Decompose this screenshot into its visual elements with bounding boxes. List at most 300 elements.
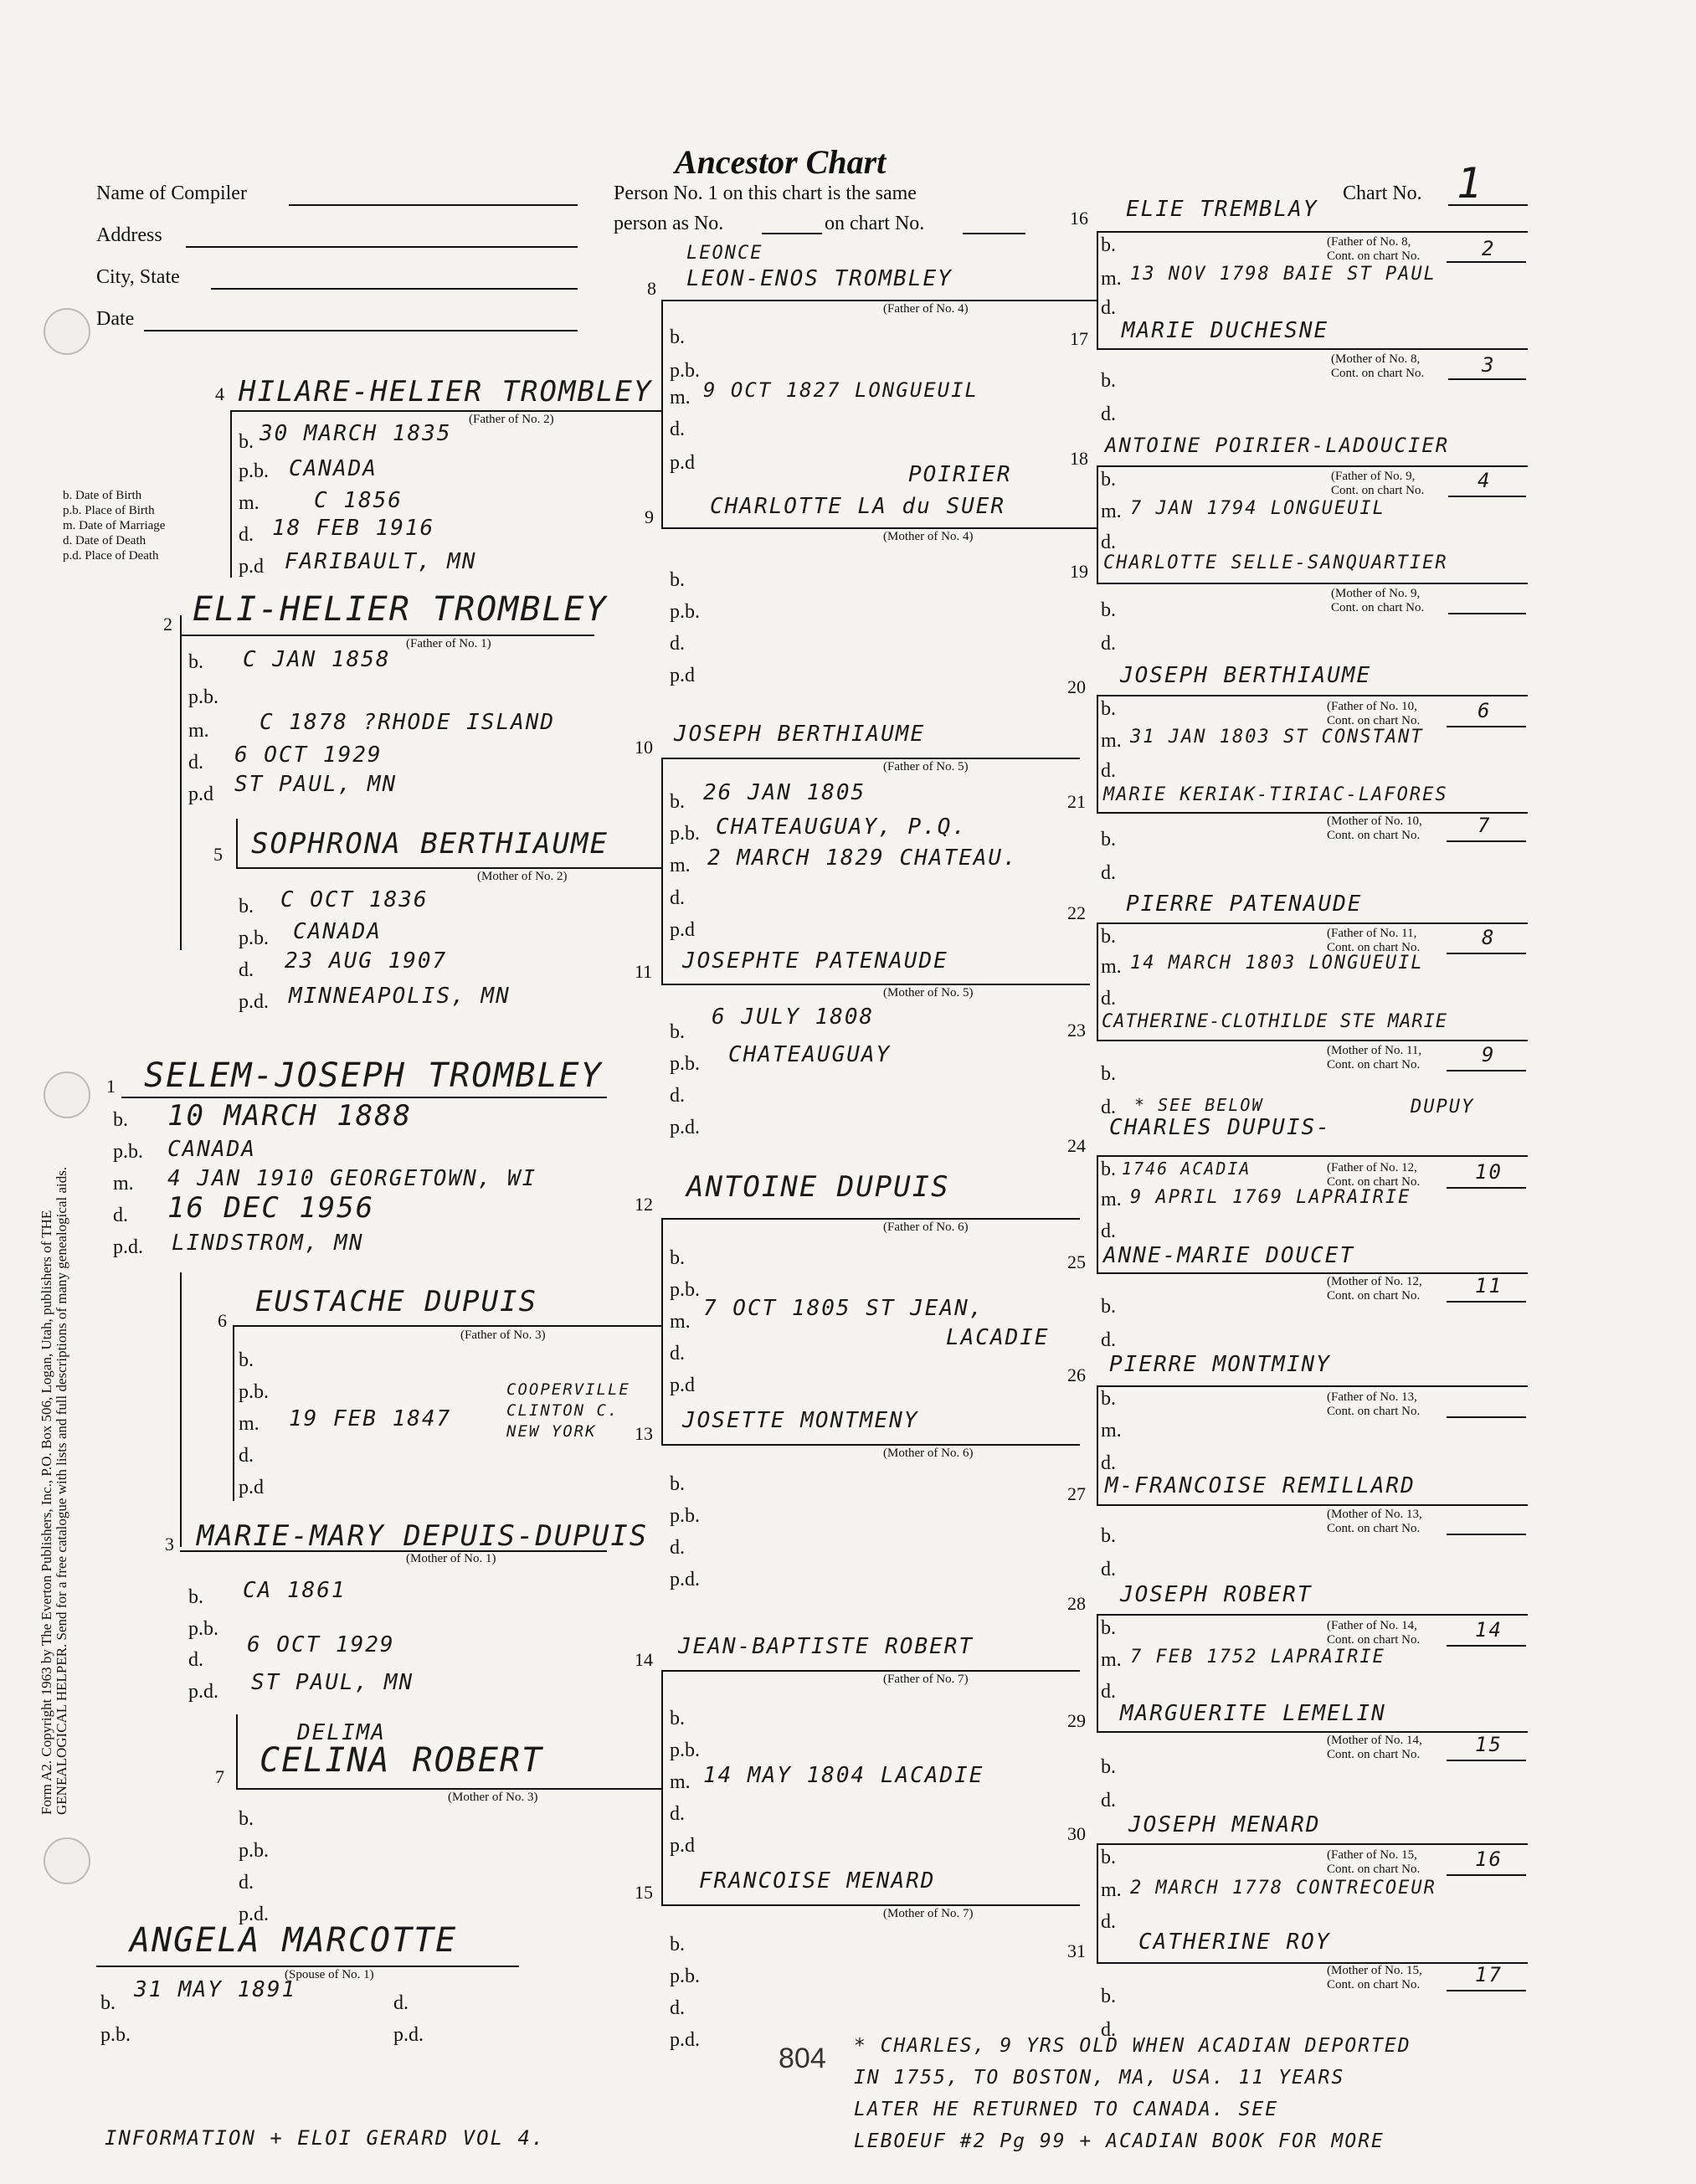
- person-24-cont: 10: [1475, 1160, 1503, 1184]
- person-note-2b: on chart No.: [825, 213, 925, 234]
- person-2-name: ELI-HELIER TROMBLEY: [193, 590, 608, 629]
- person-16-name: ELIE TREMBLAY: [1126, 197, 1318, 222]
- person-6-number: 6: [218, 1310, 227, 1331]
- person-8-marriage: 9 OCT 1827 LONGUEUIL: [703, 378, 979, 402]
- punch-hole-bottom: [44, 1837, 90, 1884]
- person-21-role: (Mother of No. 10,: [1327, 815, 1422, 828]
- field-label: b.: [239, 896, 254, 917]
- person-9-line[interactable]: [661, 527, 1097, 529]
- city-line[interactable]: [211, 288, 578, 290]
- person-18-name: ANTOINE POIRIER-LADOUCIER: [1105, 434, 1450, 457]
- person-20-marriage: 31 JAN 1803 ST CONSTANT: [1130, 727, 1424, 748]
- person-22-line[interactable]: [1097, 922, 1528, 924]
- person-26-name: PIERRE MONTMINY: [1109, 1352, 1331, 1377]
- person-18-cont-label: Cont. on chart No.: [1331, 484, 1425, 497]
- field-label: d.: [670, 633, 685, 655]
- person-16-role: (Father of No. 8,: [1327, 235, 1411, 249]
- person-10-line[interactable]: [661, 758, 1080, 759]
- field-label: p.b.: [670, 360, 700, 382]
- field-label: b.: [1101, 926, 1116, 948]
- person-29-name: MARGUERITE LEMELIN: [1120, 1701, 1386, 1726]
- person-31-cont: 17: [1475, 1963, 1503, 1986]
- person-9-role: (Mother of No. 4): [883, 530, 974, 543]
- field-label: m.: [239, 1413, 260, 1435]
- person-23-cont-line[interactable]: [1447, 1070, 1526, 1071]
- person-21-number: 21: [1067, 791, 1086, 812]
- person-29-cont-label: Cont. on chart No.: [1327, 1748, 1421, 1761]
- person-18-role: (Father of No. 9,: [1331, 470, 1416, 483]
- bracket-14-15: [661, 1670, 663, 1904]
- person-28-name: JOSEPH ROBERT: [1120, 1582, 1313, 1607]
- person-24-line[interactable]: [1097, 1155, 1528, 1157]
- person-17-cont-line[interactable]: [1448, 378, 1526, 380]
- field-label: m.: [1101, 1649, 1122, 1671]
- person-22-marriage: 14 MARCH 1803 LONGUEUIL: [1130, 953, 1424, 974]
- person-20-name: JOSEPH BERTHIAUME: [1120, 663, 1372, 688]
- person-23-role: (Mother of No. 11,: [1327, 1044, 1422, 1057]
- person-25-cont-line[interactable]: [1447, 1301, 1526, 1303]
- person-20-line[interactable]: [1097, 695, 1528, 696]
- person-2-line[interactable]: [180, 635, 594, 636]
- person-2-deathplace: ST PAUL, MN: [234, 772, 398, 797]
- person-2-birth: C JAN 1858: [243, 647, 391, 672]
- person-17-cont: 3: [1482, 353, 1496, 377]
- bracket-12-13: [661, 1218, 663, 1444]
- person-chart-line[interactable]: [963, 233, 1025, 234]
- person-17-cont-label: Cont. on chart No.: [1331, 367, 1425, 380]
- field-label: m.: [1101, 1189, 1122, 1210]
- person-4-name: HILARE-HELIER TROMBLEY: [239, 375, 653, 409]
- person-28-line[interactable]: [1097, 1614, 1528, 1616]
- person-15-number: 15: [635, 1882, 653, 1903]
- person-17-number: 17: [1070, 328, 1088, 349]
- person-15-name: FRANCOISE MENARD: [699, 1868, 936, 1894]
- field-label: b.: [239, 431, 254, 453]
- person-4-marriage: C 1856: [314, 488, 403, 513]
- person-12-marriage-place: LACADIE: [946, 1325, 1050, 1350]
- field-label: d.: [1101, 1452, 1116, 1474]
- person-11-name: JOSEPHTE PATENAUDE: [682, 948, 948, 974]
- footnote-line-2: IN 1755, TO BOSTON, MA, USA. 11 YEARS: [854, 2067, 1345, 2089]
- field-label: d.: [1101, 760, 1116, 782]
- person-24-cont-line[interactable]: [1447, 1187, 1526, 1189]
- person-21-cont-label: Cont. on chart No.: [1327, 829, 1421, 842]
- person-11-birth: 6 JULY 1808: [712, 1005, 875, 1030]
- field-label: p.b.: [670, 823, 700, 845]
- field-label: d.: [670, 1997, 685, 2019]
- person-20-role: (Father of No. 10,: [1327, 700, 1417, 713]
- person-12-name: ANTOINE DUPUIS: [686, 1170, 950, 1204]
- person-10-name: JOSEPH BERTHIAUME: [674, 722, 926, 747]
- field-label: p.d.: [113, 1236, 143, 1258]
- field-label: p.d: [670, 919, 695, 941]
- field-label: b.: [188, 651, 203, 673]
- punch-hole-top: [44, 308, 90, 355]
- person-23-cont-label: Cont. on chart No.: [1327, 1058, 1421, 1071]
- address-label: Address: [96, 224, 162, 246]
- field-label: p.b.: [670, 1966, 700, 1987]
- person-27-number: 27: [1067, 1483, 1086, 1504]
- field-label: b.: [1101, 1296, 1116, 1318]
- person-30-cont: 16: [1475, 1847, 1503, 1871]
- person-18-line[interactable]: [1097, 465, 1528, 467]
- person-4-birth: 30 MARCH 1835: [260, 421, 452, 446]
- bracket-8-9: [661, 300, 663, 527]
- field-label: p.d.: [239, 1904, 269, 1925]
- person-17-line[interactable]: [1097, 348, 1528, 350]
- person-19-line[interactable]: [1097, 583, 1528, 584]
- field-label: p.b.: [239, 1381, 269, 1403]
- person-23-death: * SEE BELOW: [1134, 1095, 1264, 1115]
- field-label: p.b.: [670, 601, 700, 623]
- legend-b: b. Date of Birth: [63, 489, 142, 502]
- person-note-1: Person No. 1 on this chart is the same: [614, 182, 917, 204]
- person-1-birth: 10 MARCH 1888: [167, 1099, 413, 1133]
- person-23-number: 23: [1067, 1020, 1086, 1041]
- person-18-cont: 4: [1478, 469, 1492, 492]
- person-5-deathplace: MINNEAPOLIS, MN: [289, 984, 511, 1009]
- person-28-cont-label: Cont. on chart No.: [1327, 1633, 1421, 1647]
- person-22-number: 22: [1067, 902, 1086, 923]
- person-18-number: 18: [1070, 448, 1088, 469]
- person-1-birthplace: CANADA: [167, 1137, 256, 1162]
- person-31-cont-label: Cont. on chart No.: [1327, 1978, 1421, 1991]
- field-label: d.: [1101, 633, 1116, 655]
- person-17-role: (Mother of No. 8,: [1331, 352, 1421, 366]
- person-7-number: 7: [215, 1766, 224, 1787]
- person-6-marriage: 19 FEB 1847: [289, 1406, 452, 1431]
- person-5-tick: [236, 819, 238, 867]
- person-1-marriage: 4 JAN 1910 GEORGETOWN, WI: [167, 1166, 537, 1191]
- field-label: p.b.: [670, 1505, 700, 1527]
- field-label: d.: [113, 1205, 128, 1226]
- person-4-death: 18 FEB 1916: [272, 516, 435, 541]
- person-30-role: (Father of No. 15,: [1327, 1848, 1417, 1862]
- person-19-number: 19: [1070, 561, 1088, 582]
- person-30-marriage: 2 MARCH 1778 CONTRECOEUR: [1130, 1878, 1436, 1899]
- field-label: b.: [1101, 698, 1116, 720]
- person-20-number: 20: [1067, 676, 1086, 697]
- field-label: p.d: [670, 1835, 695, 1857]
- person-28-cont-line[interactable]: [1447, 1645, 1526, 1647]
- field-label: p.b.: [239, 928, 269, 949]
- person-2-death: 6 OCT 1929: [234, 743, 383, 768]
- spouse-birth: 31 MAY 1891: [134, 1977, 297, 2002]
- person-13-line[interactable]: [661, 1444, 1080, 1446]
- field-label: p.b.: [670, 1279, 700, 1301]
- field-label: b.: [113, 1109, 128, 1131]
- person-4-number: 4: [215, 383, 224, 404]
- field-label: d.: [239, 524, 254, 546]
- footnote-line-3: LATER HE RETURNED TO CANADA. SEE: [854, 2099, 1279, 2120]
- legend-pd: p.d. Place of Death: [63, 549, 159, 563]
- person-30-line[interactable]: [1097, 1843, 1528, 1845]
- person-11-birthplace: CHATEAUGUAY: [728, 1042, 892, 1067]
- person-25-line[interactable]: [1097, 1272, 1528, 1274]
- person-26-cont-line[interactable]: [1447, 1416, 1526, 1418]
- person-19-name: CHARLOTTE SELLE-SANQUARTIER: [1103, 552, 1448, 573]
- person-16-cont-line[interactable]: [1447, 261, 1526, 263]
- field-label: p.d: [670, 665, 695, 686]
- field-label: b.: [670, 1934, 685, 1955]
- field-label: d.: [670, 419, 685, 440]
- person-16-cont: 2: [1482, 237, 1496, 260]
- field-label: m.: [113, 1173, 134, 1195]
- person-30-number: 30: [1067, 1823, 1086, 1844]
- field-label: p.d: [670, 1375, 695, 1396]
- field-label: d.: [239, 959, 254, 981]
- person-3-birth: CA 1861: [243, 1578, 347, 1603]
- field-label: b.: [1101, 829, 1116, 850]
- field-label: p.d: [188, 784, 213, 805]
- address-line[interactable]: [186, 246, 578, 248]
- person-19-role: (Mother of No. 9,: [1331, 587, 1421, 600]
- person-23-line[interactable]: [1097, 1040, 1528, 1041]
- person-30-cont-line[interactable]: [1447, 1874, 1526, 1876]
- person-6-marriage-place: COOPERVILLE CLINTON C. NEW YORK: [506, 1380, 630, 1441]
- person-11-number: 11: [635, 961, 653, 982]
- field-label: d.: [1101, 2019, 1116, 2041]
- person-27-cont-line[interactable]: [1447, 1534, 1526, 1535]
- person-4-role: (Father of No. 2): [469, 413, 554, 426]
- person-6-name: EUSTACHE DUPUIS: [255, 1285, 538, 1318]
- field-label: b.: [1101, 370, 1116, 392]
- field-label: p.b.: [239, 1840, 269, 1862]
- person-20-cont-line[interactable]: [1447, 726, 1526, 727]
- city-label: City, State: [96, 266, 180, 288]
- field-label: m.: [1101, 501, 1122, 522]
- field-label: p.b.: [188, 686, 218, 708]
- chart-title: Ancestor Chart: [675, 143, 887, 181]
- field-label: p.d: [670, 452, 695, 474]
- person-28-marriage: 7 FEB 1752 LAPRAIRIE: [1130, 1647, 1385, 1668]
- field-label: p.b.: [100, 2024, 131, 2046]
- person-27-cont-label: Cont. on chart No.: [1327, 1522, 1421, 1535]
- field-label: d.: [1101, 1790, 1116, 1811]
- person-note-2a: person as No.: [614, 213, 724, 234]
- person-12-line[interactable]: [661, 1218, 1080, 1220]
- field-label: p.d.: [239, 991, 269, 1013]
- field-label: m.: [188, 720, 209, 742]
- person-2-marriage: C 1878 ?RHODE ISLAND: [260, 710, 556, 735]
- person-29-number: 29: [1067, 1710, 1086, 1731]
- person-14-role: (Father of No. 7): [883, 1673, 969, 1686]
- field-label: b.: [1101, 1617, 1116, 1639]
- bracket-22-23: [1097, 922, 1098, 1040]
- person-1-name: SELEM-JOSEPH TROMBLEY: [144, 1056, 603, 1095]
- person-27-name: M-FRANCOISE REMILLARD: [1105, 1473, 1416, 1498]
- field-label: d.: [1101, 1911, 1116, 1933]
- person-20-cont: 6: [1478, 699, 1492, 722]
- field-label: m.: [1101, 956, 1122, 978]
- field-label: b.: [239, 1808, 254, 1830]
- person-14-number: 14: [635, 1649, 653, 1670]
- field-label: b.: [670, 1708, 685, 1729]
- field-label: p.d: [239, 556, 264, 578]
- field-label: b.: [188, 1586, 203, 1608]
- person-16-line[interactable]: [1097, 231, 1528, 233]
- person-8-line[interactable]: [661, 300, 1097, 301]
- field-label: b.: [670, 1247, 685, 1269]
- person-6-bracket: [233, 1325, 234, 1501]
- footnote-line-4: LEBOEUF #2 Pg 99 + ACADIAN BOOK FOR MORE: [854, 2130, 1385, 2152]
- person-15-line[interactable]: [661, 1904, 1080, 1906]
- person-7-alt-name: DELIMA: [297, 1720, 386, 1745]
- person-31-cont-line[interactable]: [1447, 1990, 1526, 1991]
- person-9-name: CHARLOTTE LA du SUER: [710, 494, 1006, 519]
- compiler-line[interactable]: [289, 204, 578, 206]
- page-number: 804: [779, 2043, 826, 2074]
- person-19-cont-line[interactable]: [1448, 613, 1526, 614]
- person-1-line[interactable]: [121, 1097, 607, 1098]
- field-label: m.: [1101, 730, 1122, 752]
- person-16-marriage: 13 NOV 1798 BAIE ST PAUL: [1130, 264, 1436, 285]
- field-label: m.: [670, 855, 691, 876]
- person-5-number: 5: [213, 844, 223, 865]
- person-16-cont-label: Cont. on chart No.: [1327, 249, 1421, 263]
- legend-d: d. Date of Death: [63, 534, 146, 547]
- person-5-role: (Mother of No. 2): [477, 870, 568, 883]
- field-label: b.: [670, 791, 685, 813]
- person-5-name: SOPHRONA BERTHIAUME: [251, 827, 609, 861]
- person-25-cont-label: Cont. on chart No.: [1327, 1289, 1421, 1303]
- person-14-line[interactable]: [661, 1670, 1080, 1672]
- person-20-cont-label: Cont. on chart No.: [1327, 714, 1421, 727]
- person-6-line[interactable]: [233, 1325, 661, 1327]
- person-18-cont-line[interactable]: [1448, 496, 1526, 497]
- field-label: d.: [670, 1085, 685, 1107]
- person-8-name: LEON-ENOS TROMBLEY: [686, 266, 953, 291]
- person-31-name: CATHERINE ROY: [1138, 1930, 1331, 1955]
- person-24-role: (Father of No. 12,: [1327, 1161, 1417, 1174]
- person-21-cont: 7: [1478, 814, 1492, 837]
- person-28-role: (Father of No. 14,: [1327, 1619, 1417, 1632]
- field-label: p.b.: [188, 1618, 218, 1640]
- field-label: d.: [188, 1649, 203, 1671]
- chart-no-label: Chart No.: [1343, 182, 1422, 204]
- bracket-30-31: [1097, 1843, 1098, 1962]
- field-label: d.: [1101, 403, 1116, 425]
- person-25-name: ANNE-MARIE DOUCET: [1103, 1243, 1355, 1268]
- field-label: p.d.: [670, 1117, 700, 1138]
- person-12-role: (Father of No. 6): [883, 1220, 969, 1234]
- field-label: b.: [239, 1349, 254, 1371]
- field-label: p.d: [239, 1477, 264, 1498]
- person-7-role: (Mother of No. 3): [448, 1791, 538, 1804]
- field-label: b.: [1101, 1525, 1116, 1547]
- field-label: b.: [670, 1473, 685, 1495]
- field-label: m.: [1101, 1420, 1122, 1441]
- person-24-number: 24: [1067, 1135, 1086, 1156]
- person-24-alt-name: DUPUY: [1411, 1097, 1475, 1118]
- person-27-line[interactable]: [1097, 1504, 1528, 1506]
- person-4-line[interactable]: [230, 410, 661, 412]
- person-26-cont-label: Cont. on chart No.: [1327, 1405, 1421, 1418]
- person-30-name: JOSEPH MENARD: [1128, 1812, 1321, 1837]
- person-22-cont: 8: [1482, 926, 1496, 949]
- date-line[interactable]: [144, 330, 578, 331]
- person-31-line[interactable]: [1097, 1962, 1528, 1964]
- person-7-name: CELINA ROBERT: [260, 1741, 544, 1780]
- person-5-line[interactable]: [236, 867, 661, 869]
- chart-no-value: 1: [1457, 159, 1484, 208]
- information-note: INFORMATION + ELOI GERARD VOL 4.: [105, 2126, 546, 2150]
- person-3-number: 3: [165, 1534, 174, 1554]
- person-23-cont: 9: [1482, 1043, 1496, 1066]
- bracket-26-27: [1097, 1385, 1098, 1504]
- field-label: d.: [1101, 297, 1116, 319]
- bracket-18-19: [1097, 465, 1098, 583]
- person-22-role: (Father of No. 11,: [1327, 927, 1417, 940]
- field-label: m.: [670, 1311, 691, 1333]
- person-14-marriage: 14 MAY 1804 LACADIE: [703, 1763, 984, 1788]
- person-24-cont-label: Cont. on chart No.: [1327, 1175, 1421, 1189]
- field-label: d.: [1101, 988, 1116, 1010]
- person-3-name: MARIE-MARY DEPUIS-DUPUIS: [197, 1519, 649, 1553]
- legend: [63, 488, 165, 563]
- field-label: d.: [670, 1803, 685, 1825]
- field-label: b.: [1101, 1756, 1116, 1778]
- person-22-cont-line[interactable]: [1447, 953, 1526, 954]
- person-4-bracket: [230, 410, 232, 578]
- bracket-1-father: [180, 615, 182, 950]
- person-29-line[interactable]: [1097, 1731, 1528, 1733]
- person-26-number: 26: [1067, 1364, 1086, 1385]
- bracket-28-29: [1097, 1614, 1098, 1731]
- field-label: d.: [1101, 1681, 1116, 1703]
- person-16-number: 16: [1070, 208, 1088, 229]
- person-11-line[interactable]: [661, 984, 1090, 985]
- person-23-name: CATHERINE-CLOTHILDE STE MARIE: [1102, 1011, 1448, 1032]
- field-label: p.d.: [188, 1681, 218, 1703]
- person-29-cont-line[interactable]: [1447, 1760, 1526, 1761]
- copyright-text: Form A2. Copyright 1963 by The Everton Publishers, Inc., P.O. Box 506, Logan, Utah, publishers of THE GENEALOGICAL HELPER. Send for a free catalogue with lists and full descriptions of many genealogical aids.: [39, 1166, 69, 1815]
- person-10-birth: 26 JAN 1805: [703, 780, 866, 805]
- field-label: b.: [670, 1021, 685, 1043]
- person-12-number: 12: [635, 1194, 653, 1215]
- field-label: b.: [1101, 1847, 1116, 1868]
- person-10-marriage: 2 MARCH 1829 CHATEAU.: [707, 845, 1018, 871]
- person-21-line[interactable]: [1097, 812, 1528, 814]
- person-21-cont-line[interactable]: [1447, 840, 1526, 842]
- field-label: d.: [1101, 1097, 1116, 1118]
- person-29-cont: 15: [1475, 1733, 1503, 1756]
- field-label: b.: [1101, 1063, 1116, 1085]
- person-8-alt-name: LEONCE: [686, 243, 763, 264]
- person-7-tick: [236, 1714, 238, 1790]
- field-label: p.d.: [670, 2029, 700, 2051]
- field-label: m.: [239, 492, 260, 514]
- person-3-line[interactable]: [180, 1550, 607, 1552]
- person-8-number: 8: [647, 278, 656, 299]
- person-9-alt-name: POIRIER: [908, 462, 1012, 487]
- field-label: b.: [670, 326, 685, 348]
- field-label: p.d.: [393, 2024, 424, 2046]
- person-26-line[interactable]: [1097, 1385, 1528, 1387]
- person-28-number: 28: [1067, 1593, 1086, 1614]
- person-27-role: (Mother of No. 13,: [1327, 1508, 1422, 1521]
- person-11-role: (Mother of No. 5): [883, 986, 974, 1000]
- person-24-marriage: 9 APRIL 1769 LAPRAIRIE: [1130, 1187, 1411, 1208]
- person-1-death: 16 DEC 1956: [167, 1191, 375, 1225]
- date-label: Date: [96, 308, 135, 330]
- person-13-name: JOSETTE MONTMENY: [682, 1408, 919, 1433]
- person-10-number: 10: [635, 737, 653, 758]
- person-no-line[interactable]: [762, 233, 822, 234]
- field-label: m.: [1101, 268, 1122, 290]
- person-13-role: (Mother of No. 6): [883, 1447, 974, 1460]
- field-label: d.: [239, 1872, 254, 1894]
